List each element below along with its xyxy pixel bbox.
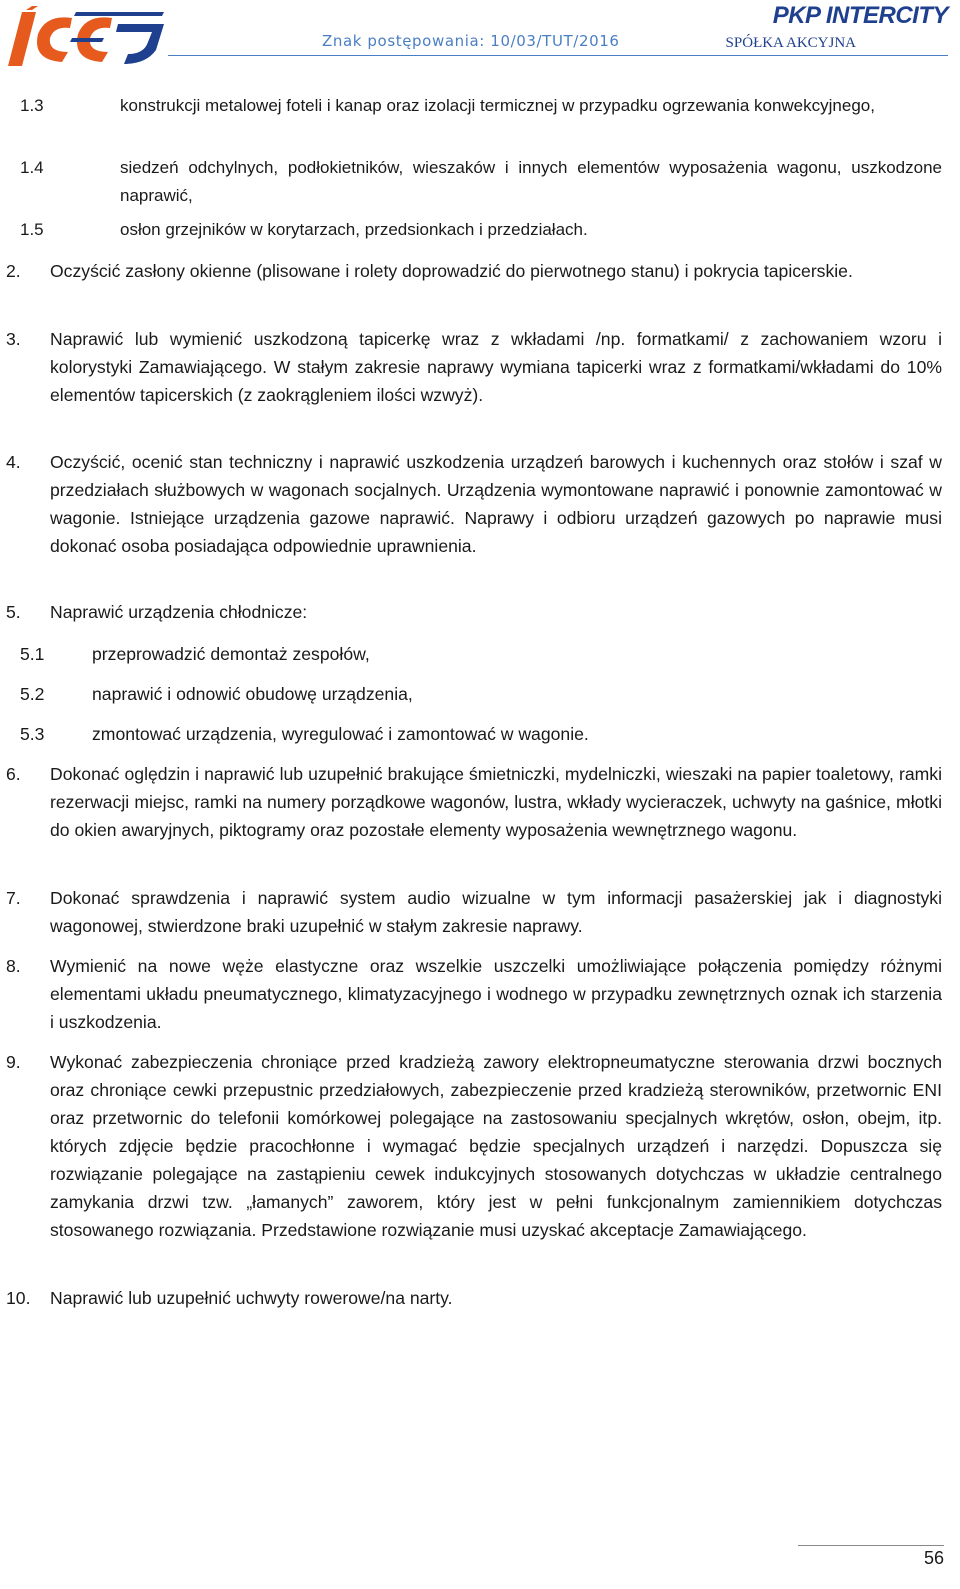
item-number: 1.4 <box>20 158 44 177</box>
list-item <box>6 884 942 940</box>
intercity-logo <box>6 4 166 68</box>
item-number: 10. <box>6 1288 31 1308</box>
list-item <box>6 448 942 588</box>
item-number: 5. <box>6 602 21 622</box>
item-number: 5.3 <box>20 724 45 744</box>
item-text: osłon grzejników w korytarzach, przedsionkach i przedziałach. <box>120 220 588 239</box>
item-number: 3. <box>6 329 21 349</box>
item-text: przeprowadzić demontaż zespołów, <box>92 644 370 664</box>
item-text: Dokonać oględzin i naprawić lub uzupełnić brakujące śmietniczki, mydelniczki, wieszaki na papier toaletowy, ramki rezerwacji miejsc, ramki na numery porządkowe wagonów, lustra, wkłady wycieraczek, uchwyty na gaśnice, młotki do okien awaryjnych, piktogramy oraz pozostałe elementy wyposażenia wewnętrznego wagonu. <box>50 764 942 840</box>
page-header <box>0 0 960 80</box>
list-item <box>6 952 942 1036</box>
list-item <box>20 720 942 748</box>
brand-subtitle: SPÓŁKA AKCYJNA <box>725 35 856 51</box>
item-text: Wykonać zabezpieczenia chroniące przed kradzieżą zawory elektropneumatyczne sterowania drzwi bocznych oraz chroniące cewki przepustnic przedziałowych, zabezpieczenie przed kradzieżą sterowników, przetwornic ENI oraz przetwornic do telefonii komórkowej polegające na zastosowaniu specjalnych wkrętów, osłon, obejm, itp. których zdjęcie będzie pracochłonne i wymagać będzie specjalnych urządzeń i narzędzi. Dopuszcza się rozwiązanie polegające na zastąpieniu cewek indukcyjnych stosowanych dotychczas w układzie centralnego zamykania drzwi tzw. „łamanych” zaworem, który jest w pełni funkcjonalnym zamiennikiem dotychczas stosowanego rozwiązania. Przedstawione rozwiązanie musi uzyskać akceptacje Zamawiającego. <box>50 1052 942 1240</box>
item-number: 8. <box>6 956 21 976</box>
brand-name: PKP INTERCITY <box>772 2 948 29</box>
list-item <box>6 1284 942 1312</box>
item-text: Oczyścić, ocenić stan techniczny i naprawić uszkodzenia urządzeń barowych i kuchennych oraz stołów i szaf w przedziałach służbowych w wagonach socjalnych. Urządzenia wymontowane naprawić i ponownie zamontować w wagonie. Istniejące urządzenia gazowe naprawić. Naprawy i odbioru urządzeń gazowych po naprawie musi dokonać osoba posiadająca odpowiednie uprawnienia. <box>50 452 942 556</box>
header-divider <box>168 55 948 56</box>
item-number: 1.5 <box>20 220 44 239</box>
list-item <box>20 216 942 244</box>
list-item <box>6 257 942 313</box>
list-item <box>20 92 942 148</box>
page-number: 56 <box>900 1545 944 1569</box>
brand-block <box>648 2 948 52</box>
item-number: 9. <box>6 1052 21 1072</box>
item-number: 1.3 <box>20 96 44 115</box>
item-number: 6. <box>6 764 21 784</box>
item-number: 4. <box>6 452 21 472</box>
item-text: Naprawić lub uzupełnić uchwyty rowerowe/na narty. <box>50 1288 453 1308</box>
item-number: 5.2 <box>20 684 45 704</box>
item-text: Wymienić na nowe węże elastyczne oraz wszelkie uszczelki umożliwiające połączenia pomiędzy różnymi elementami układu pneumatycznego, klimatyzacyjnego i wodnego w przypadku zewnętrznych oznak ich starzenia i uszkodzenia. <box>50 956 942 1032</box>
item-number: 7. <box>6 888 21 908</box>
item-text: Naprawić urządzenia chłodnicze: <box>50 602 308 622</box>
item-text: zmontować urządzenia, wyregulować i zamontować w wagonie. <box>92 724 589 744</box>
item-text: Oczyścić zasłony okienne (plisowane i rolety doprowadzić do pierwotnego stanu) i pokrycia tapicerskie. <box>50 261 853 281</box>
list-item <box>6 598 942 626</box>
list-item <box>20 640 942 668</box>
item-text: Naprawić lub wymienić uszkodzoną tapicerkę wraz z wkładami /np. formatkami/ z zachowaniem wzoru i kolorystyki Zamawiającego. W stałym zakresie naprawy wymiana tapicerki wraz z formatkami/wkładami do 10% elementów tapicerskich (z zaokrągleniem ilości wzwyż). <box>50 329 942 405</box>
item-number: 5.1 <box>20 644 45 664</box>
list-item <box>20 680 942 708</box>
list-item <box>6 1048 942 1272</box>
item-text: Dokonać sprawdzenia i naprawić system audio wizualne w tym informacji pasażerskiej jak i diagnostyki wagonowej, stwierdzone braki uzupełnić w stałym zakresie naprawy. <box>50 888 942 936</box>
item-text: siedzeń odchylnych, podłokietników, wieszaków i innych elementów wyposażenia wagonu, uszkodzone naprawić, <box>120 158 942 205</box>
item-text: naprawić i odnowić obudowę urządzenia, <box>92 684 413 704</box>
case-number: Znak postępowania: 10/03/TUT/2016 <box>322 32 620 50</box>
item-text: konstrukcji metalowej foteli i kanap oraz izolacji termicznej w przypadku ogrzewania konwekcyjnego, <box>120 96 875 115</box>
list-item <box>6 760 942 872</box>
list-item <box>6 325 942 437</box>
list-item <box>20 154 942 210</box>
item-number: 2. <box>6 261 21 281</box>
